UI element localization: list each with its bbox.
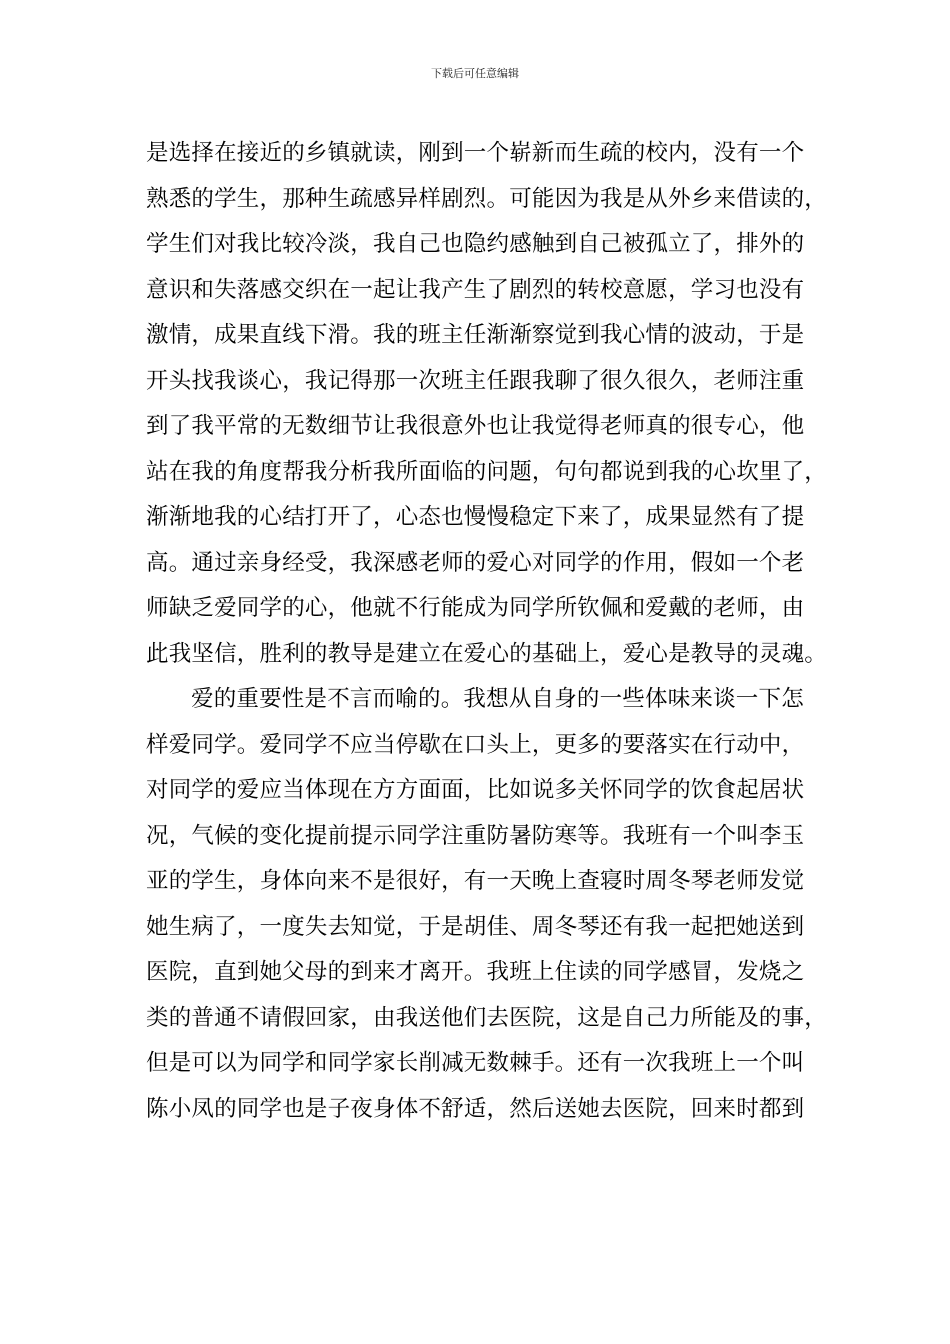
text-line: 学生们对我比较冷淡，我自己也隐约感触到自己被孤立了，排外的 [146,231,805,257]
text-line: 她生病了，一度失去知觉，于是胡佳、周冬琴还有我一起把她送到 [146,913,805,940]
text-line: 陈小凤的同学也是子夜身体不舒适，然后送她去医院，回来时都到 [146,1095,805,1122]
text-line: 意识和失落感交织在一起让我产生了剧烈的转校意愿，学习也没有 [146,276,805,303]
paragraph-2 [146,677,826,1132]
text-line: 爱的重要性是不言而喻的。我想从自身的一些体味来谈一下怎 [191,686,804,712]
text-line: 激情，成果直线下滑。我的班主任渐渐察觉到我心情的波动，于是 [146,322,805,348]
text-line: 渐渐地我的心结打开了，心态也慢慢稳定下来了，成果显然有了提 [146,504,805,530]
text-line: 高。通过亲身经受，我深感老师的爱心对同学的作用，假如一个老 [146,549,805,576]
text-line: 熟悉的学生，那种生疏感异样剧烈。可能因为我是从外乡来借读的， [146,185,828,212]
text-line: 此我坚信，胜利的教导是建立在爱心的基础上，爱心是教导的灵魂。 [146,640,828,667]
page-header: 下载后可任意编辑 [431,67,519,80]
text-line: 站在我的角度帮我分析我所面临的问题，句句都说到我的心坎里了， [146,458,828,485]
body-text [146,131,826,1132]
text-line: 开头找我谈心，我记得那一次班主任跟我聊了很久很久，老师注重 [146,367,805,394]
paragraph-1 [146,131,826,677]
text-line: 医院，直到她父母的到来才离开。我班上住读的同学感冒，发烧之 [146,959,805,985]
text-line: 到了我平常的无数细节让我很意外也让我觉得老师真的很专心，他 [146,413,805,439]
text-line: 对同学的爱应当体现在方方面面，比如说多关怀同学的饮食起居状 [146,777,805,803]
text-line: 是选择在接近的乡镇就读，刚到一个崭新而生疏的校内，没有一个 [146,140,805,166]
text-line: 况，气候的变化提前提示同学注重防暑防寒等。我班有一个叫李玉 [146,822,805,849]
text-line: 但是可以为同学和同学家长削减无数棘手。还有一次我班上一个叫 [146,1050,805,1076]
text-line: 类的普通不请假回家，由我送他们去医院，这是自己力所能及的事， [146,1004,828,1031]
text-line: 样爱同学。爱同学不应当停歇在口头上，更多的要落实在行动中， [146,731,805,758]
text-line: 亚的学生，身体向来不是很好，有一天晚上查寝时周冬琴老师发觉 [146,868,805,894]
text-line: 师缺乏爱同学的心，他就不行能成为同学所钦佩和爱戴的老师，由 [146,595,805,621]
